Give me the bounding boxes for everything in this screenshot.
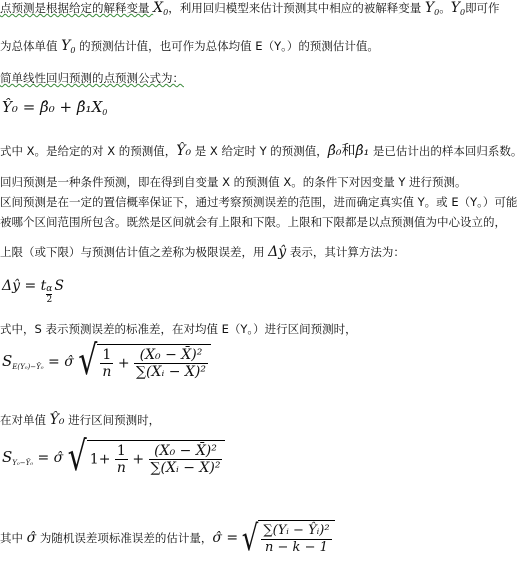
fraction: $\frac{1}{n}$ [116, 443, 126, 476]
var-y: Y [450, 0, 460, 16]
text-segment: 表示，其计算方法为： [286, 245, 405, 259]
plus: + [59, 98, 73, 116]
subscript: 0 [163, 8, 169, 17]
alpha: α [46, 284, 53, 294]
delta-y-hat: Δŷ [268, 244, 287, 260]
subscript: E(Y₀)−Ŷ₀ [12, 363, 44, 371]
text-segment: 在对单值 [0, 413, 50, 427]
text-segment: 被哪个区间范围所包含。既然是区间就会有上限和下限。上限和下限都是以点预测值为中心设立的， [0, 215, 506, 229]
fraction: $\frac{1}{n}$ [102, 347, 112, 380]
paragraph-line [0, 70, 184, 86]
sqrt-sign: √ [241, 518, 259, 559]
sigma-hat: = σ̂ [33, 450, 64, 466]
fraction: $\frac{\text{∑(Yᵢ − Ŷᵢ)²}}{n - k - 1}$ [263, 523, 330, 555]
text-segment: 进行区间预测时， [64, 413, 161, 427]
formula-se-single [2, 433, 225, 481]
sqrt-body: 1+ $\frac{1}{n}$ + $\frac{\text{(X₀ − X̄)²}}{\text{∑(Xᵢ − X̄)²}}$ [87, 440, 226, 476]
text-segment: ，利用回归模型来估计预测其中相应的被解释变量 [168, 1, 425, 15]
beta1-hat: β̂₁ [355, 143, 370, 159]
two: 2 [46, 295, 53, 305]
s-var: S [2, 352, 13, 370]
sigma-hat: σ̂ = [212, 530, 239, 546]
text-segment: 上限（或下限）与预测估计值之差称为极限误差，用 [0, 245, 269, 259]
formula-point-prediction: Ŷ₀ = β̂₀ + $\betâ_1X_0$ [2, 98, 108, 117]
text-segment: 区间预测是在一定的置信概率保证下，通过考察预测误差的范围，进而确定真实值 Y。或 E（Y。）可能 [0, 195, 518, 209]
sigma-hat: σ̂ [26, 530, 37, 546]
paragraph-line [0, 321, 357, 337]
beta0-hat: β̂₀ [40, 98, 55, 116]
fraction: $\frac{\text{(X₀ − X̄)²}}{\text{∑(Xᵢ − X̄)²}}$ [136, 347, 206, 380]
sqrt-body: $\frac{1}{n}$ + $\frac{\text{(X₀ − X̄)²}}{\text{∑(Xᵢ − X̄)²}}$ [97, 344, 211, 380]
var-y: Y [61, 38, 71, 54]
subscript: 0 [459, 8, 466, 17]
subscript: 0 [434, 8, 440, 17]
paragraph-point-prediction [0, 0, 500, 21]
text-segment: 其中 [0, 531, 27, 545]
text-segment: 为随机误差项标准误差的估计量， [36, 531, 213, 545]
subscript: 0 [70, 46, 76, 55]
text-segment: 即可作 [465, 1, 500, 15]
formula-se-mean [2, 337, 211, 385]
y0-hat: Ŷ₀ [176, 143, 192, 159]
paragraph-line [0, 38, 379, 59]
formula-lhs: Δŷ = t [2, 278, 47, 294]
text-segment: 式中 X。是给定的对 X 的预测值， [0, 144, 177, 158]
var-y: Y [424, 0, 435, 16]
beta1-hat: β̂₁ [76, 98, 92, 116]
text-segment: 简单线性回归预测的点预测公式为： [0, 71, 184, 85]
text-segment: 。 [439, 1, 451, 15]
paragraph-line [0, 412, 160, 428]
beta0-hat: β̂₀ [327, 143, 342, 159]
sqrt-sign: √ [67, 433, 87, 481]
text-segment: 式中，S 表示预测误差的标准差，在对均值 E（Y。）进行区间预测时， [0, 322, 357, 336]
text-segment: 点预测是根据给定的解释变量 [0, 1, 154, 15]
subscript: Y₀−Ŷ₀ [12, 459, 34, 467]
text-segment: 为总体单值 [0, 39, 62, 53]
s-var: S [54, 278, 64, 294]
s-var: S [2, 448, 13, 466]
paragraph-line [0, 214, 506, 230]
formula-limit-error [2, 278, 64, 305]
paragraph-line [0, 174, 467, 190]
paragraph-line [0, 143, 522, 159]
fraction: $\frac{\text{(X₀ − X̄)²}}{\text{∑(Xᵢ − X̄)²}}$ [150, 443, 221, 476]
sqrt-body [258, 520, 334, 557]
text-segment: 回归预测是一种条件预测，即在得到自变量 X 的预测值 X。的条件下对因变量 Y 进行预测。 [0, 175, 467, 189]
paragraph-line [0, 520, 335, 557]
paragraph-line [0, 194, 517, 210]
y0-hat: Ŷ₀ [49, 412, 65, 428]
var-x: X [153, 0, 164, 16]
paragraph-line [0, 244, 405, 260]
text-segment: 的预测估计值，也可作为总体均值 E（Y。）的预测估计值。 [75, 39, 379, 53]
text-segment: 是 X 给定时 Y 的预测值， [191, 144, 328, 158]
sigma-hat: = σ̂ [43, 354, 74, 370]
sqrt-sign: √ [78, 337, 98, 385]
text-segment: 是已估计出的样本回归系数。 [369, 144, 523, 158]
y0-hat: Ŷ₀ [2, 98, 18, 116]
text-segment: 和 [341, 143, 356, 159]
